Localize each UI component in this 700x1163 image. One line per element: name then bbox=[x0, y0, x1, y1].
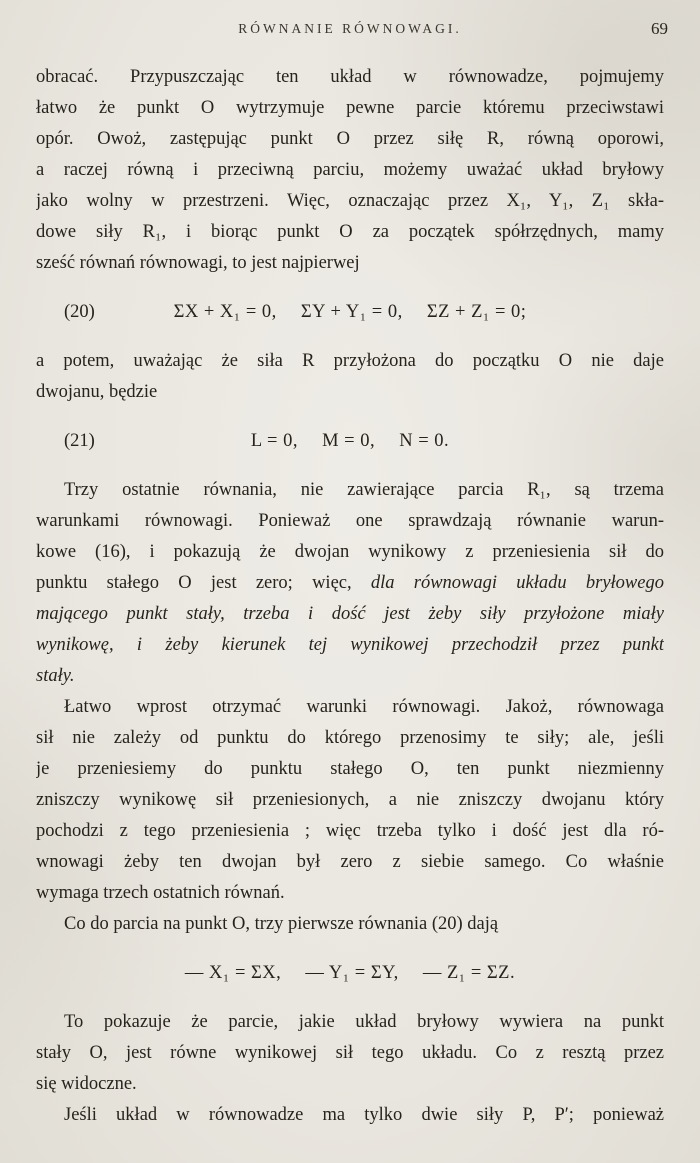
body-text: zniszczy wynikowę sił przeniesionych, a nie zniszczy dwojanu który bbox=[36, 790, 664, 810]
paragraph bbox=[36, 1100, 664, 1131]
running-title: RÓWNANIE RÓWNOWAGI. bbox=[238, 21, 462, 36]
text-line bbox=[36, 506, 664, 537]
body-text: a potem, uważając że siła R przyłożona do początku O nie daje bbox=[36, 351, 664, 371]
body-text: Co do parcia na punkt O, trzy pierwsze równania (20) dają bbox=[64, 914, 499, 934]
text-line bbox=[36, 377, 664, 408]
body-text: warunkami równowagi. Ponieważ one sprawdzają równanie warun- bbox=[36, 511, 664, 531]
body-text: łatwo że punkt O wytrzymuje pewne parcie któremu przeciwstawi bbox=[36, 98, 664, 118]
body-text: Jeśli układ w równowadze ma tylko dwie siły P, P′; ponieważ bbox=[64, 1105, 664, 1125]
text-line bbox=[36, 186, 664, 217]
text-line bbox=[36, 346, 664, 377]
equation-body: ΣX + X₁ = 0, ΣY + Y₁ = 0, ΣZ + Z₁ = 0; bbox=[173, 302, 527, 322]
body-text: dowe siły R₁, i biorąc punkt O za początek spółrzędnych, mamy bbox=[36, 222, 664, 242]
text-block bbox=[36, 62, 664, 1131]
text-line bbox=[36, 847, 664, 878]
body-text: je przeniesiemy do punktu stałego O, ten punkt niezmienny bbox=[36, 759, 664, 779]
italic-text: stały. bbox=[36, 666, 75, 686]
body-text: wymaga trzech ostatnich równań. bbox=[36, 883, 285, 903]
text-line bbox=[36, 93, 664, 124]
text-line bbox=[36, 1038, 664, 1069]
body-text: To pokazuje że parcie, jakie układ bryłowy wywiera na punkt bbox=[64, 1012, 664, 1032]
text-line bbox=[36, 537, 664, 568]
paragraph bbox=[36, 909, 664, 940]
text-line bbox=[36, 816, 664, 847]
body-text: wnowagi żeby ten dwojan był zero z siebie samego. Co właśnie bbox=[36, 852, 664, 872]
body-text: opór. Owoż, zastępując punkt O przez siłę R, równą oporowi, bbox=[36, 129, 664, 149]
text-line bbox=[36, 723, 664, 754]
text-line bbox=[36, 661, 664, 692]
text-line bbox=[36, 754, 664, 785]
text-line bbox=[36, 692, 664, 723]
italic-text: mającego punkt stały, trzeba i dość jest żeby siły przyłożone miały bbox=[36, 604, 664, 624]
page-number: 69 bbox=[651, 19, 668, 38]
equation-body: L = 0, M = 0, N = 0. bbox=[250, 431, 450, 451]
text-line bbox=[36, 155, 664, 186]
text-line bbox=[36, 248, 664, 279]
page-header bbox=[36, 16, 668, 42]
body-text: stały O, jest równe wynikowej sił tego układu. Co z resztą przez bbox=[36, 1043, 664, 1063]
text-line bbox=[36, 630, 664, 661]
body-text: pochodzi z tego przeniesienia ; więc trzeba tylko i dość jest dla ró- bbox=[36, 821, 664, 841]
text-line bbox=[36, 785, 664, 816]
text-line bbox=[36, 217, 664, 248]
paragraph bbox=[36, 62, 664, 279]
body-text: się widoczne. bbox=[36, 1074, 137, 1094]
text-line bbox=[36, 62, 664, 93]
body-text: obracać. Przypuszczając ten układ w równowadze, pojmujemy bbox=[36, 67, 664, 87]
equation bbox=[36, 426, 664, 457]
body-text: jako wolny w przestrzeni. Więc, oznaczając przez X₁, Y₁, Z₁ skła- bbox=[36, 191, 664, 211]
body-text: kowe (16), i pokazują że dwojan wynikowy z przeniesienia sił do bbox=[36, 542, 664, 562]
paragraph bbox=[36, 692, 664, 909]
equation bbox=[36, 958, 664, 989]
text-line bbox=[36, 1007, 664, 1038]
body-text: Łatwo wprost otrzymać warunki równowagi. Jakoż, równowaga bbox=[64, 697, 664, 717]
text-line bbox=[36, 475, 664, 506]
italic-text: dla równowagi układu bryłowego bbox=[370, 573, 664, 593]
text-line bbox=[36, 599, 664, 630]
body-text: punktu stałego O jest zero; więc, bbox=[36, 573, 371, 593]
body-text: sześć równań równowagi, to jest najpierwej bbox=[36, 253, 360, 273]
equation-number: (21) bbox=[64, 431, 95, 451]
equation-number: (20) bbox=[64, 302, 95, 322]
text-line bbox=[36, 1069, 664, 1100]
text-line bbox=[36, 878, 664, 909]
body-text: a raczej równą i przeciwną parciu, możemy uważać układ bryłowy bbox=[36, 160, 664, 180]
paragraph bbox=[36, 1007, 664, 1100]
text-line bbox=[36, 1100, 664, 1131]
equation-body: — X₁ = ΣX, — Y₁ = ΣY, — Z₁ = ΣZ. bbox=[184, 963, 516, 983]
italic-text: wynikowę, i żeby kierunek tej wynikowej przechodził przez punkt bbox=[36, 635, 664, 655]
text-line bbox=[36, 568, 664, 599]
equation bbox=[36, 297, 664, 328]
body-text: Trzy ostatnie równania, nie zawierające parcia R₁, są trzema bbox=[64, 480, 664, 500]
text-line bbox=[36, 124, 664, 155]
paragraph bbox=[36, 475, 664, 692]
body-text: dwojanu, będzie bbox=[36, 382, 158, 402]
text-line bbox=[36, 909, 664, 940]
body-text: sił nie zależy od punktu do którego przenosimy te siły; ale, jeśli bbox=[36, 728, 664, 748]
paragraph bbox=[36, 346, 664, 408]
